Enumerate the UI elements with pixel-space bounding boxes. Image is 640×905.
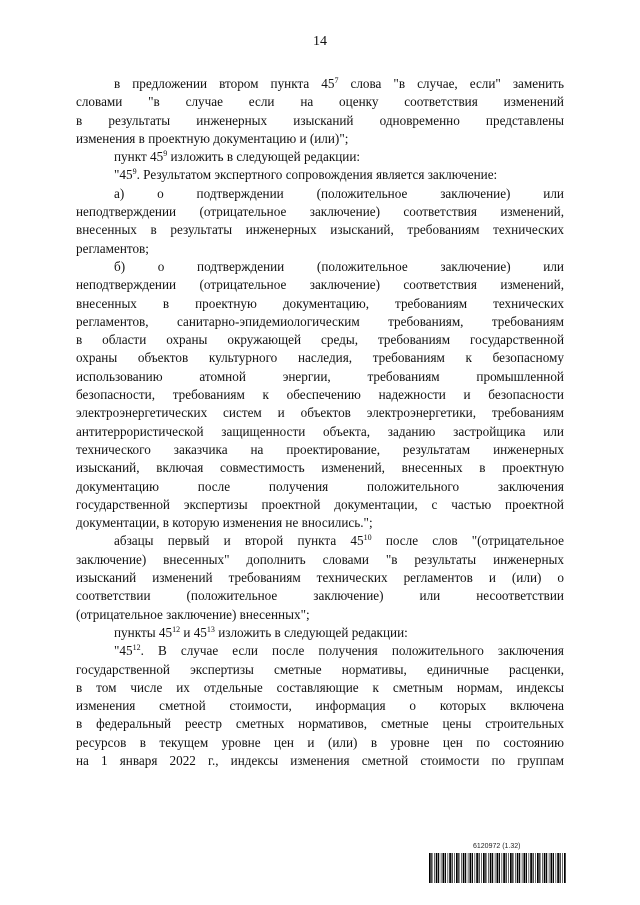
text-line <box>76 459 564 477</box>
barcode-bar <box>502 853 503 883</box>
barcode-bar <box>454 853 455 883</box>
barcode-bar <box>562 853 563 883</box>
text-segment: "45 <box>114 167 133 183</box>
text-line <box>76 240 564 258</box>
text-line <box>76 606 564 624</box>
text-segment: безопасности, требованиям к обеспечению надежности и безопасности <box>76 387 564 403</box>
text-segment: заключение) внесенных" дополнить словами "в результаты инженерных <box>76 551 564 567</box>
barcode-bar <box>470 853 472 883</box>
text-line <box>76 715 564 733</box>
text-line <box>76 478 564 496</box>
barcode-bar <box>499 853 500 883</box>
text-line <box>76 130 564 148</box>
text-line <box>76 697 564 715</box>
text-line <box>76 331 564 349</box>
text-segment: регламентов; <box>76 240 149 256</box>
barcode-bar <box>479 853 480 883</box>
text-line <box>76 93 564 111</box>
text-line <box>76 514 564 532</box>
text-segment: на 1 января 2022 г., индексы изменения сметной стоимости по группам <box>76 752 564 768</box>
barcode-bar <box>560 853 561 883</box>
text-line <box>76 496 564 514</box>
text-segment: изложить в следующей редакции: <box>167 149 361 165</box>
barcode-bar <box>488 853 489 883</box>
text-segment: словами "в случае если на оценку соответствия изменений <box>76 94 564 110</box>
text-segment: электроэнергетических систем и объектов электроэнергетики, требованиям <box>76 405 564 421</box>
barcode-bar <box>529 853 530 883</box>
text-line <box>76 423 564 441</box>
barcode-bar <box>438 853 439 883</box>
text-segment: государственной экспертизы проектной документации, с частью проектной <box>76 496 564 512</box>
text-segment: . Результатом экспертного сопровождения является заключение: <box>136 167 498 183</box>
barcode-bar <box>535 853 536 883</box>
text-segment: а) о подтверждении (положительное заключение) или <box>114 185 564 201</box>
text-line <box>76 75 564 93</box>
document-body <box>76 75 564 770</box>
barcode-bar <box>475 853 476 883</box>
barcode-bar <box>495 853 496 883</box>
barcode-bar <box>476 853 478 883</box>
barcode-bar <box>510 853 512 883</box>
text-segment: внесенных в результаты инженерных изысканий, требованиям технических <box>76 222 564 238</box>
superscript: 9 <box>163 149 168 159</box>
barcode-bar <box>519 853 520 883</box>
barcode-bar <box>544 853 546 883</box>
text-segment: ресурсов в текущем уровне цен и (или) в уровне цен по состоянию <box>76 734 564 750</box>
barcode-bar <box>542 853 543 883</box>
barcode-bar <box>492 853 493 883</box>
barcode-bar <box>449 853 451 883</box>
barcode-bar <box>556 853 557 883</box>
barcode-bar <box>553 853 554 883</box>
text-line <box>76 148 564 166</box>
barcode-bar <box>551 853 553 883</box>
text-segment: государственной экспертизы сметные нормативы, единичные расценки, <box>76 661 564 677</box>
barcode-bar <box>512 853 513 883</box>
barcode-bar <box>546 853 547 883</box>
text-segment: технического заказчика на проектирование, результатам инженерных <box>76 441 564 457</box>
barcode-bar <box>508 853 509 883</box>
text-segment: в предложении втором пункта 45 <box>114 76 335 91</box>
text-segment: и 45 <box>180 624 207 640</box>
barcode-bar <box>483 853 485 883</box>
text-line <box>76 349 564 367</box>
barcode-bar <box>445 853 446 883</box>
text-segment: слова "в случае, если" заменить <box>338 76 564 91</box>
barcode-bar <box>506 853 507 883</box>
text-segment: внесенных в проектную документацию, требованиям технических <box>76 295 564 311</box>
barcode-bar <box>481 853 482 883</box>
text-line <box>76 185 564 203</box>
text-segment: . В случае если после получения положительного заключения <box>140 643 564 659</box>
barcode-bar <box>443 853 445 883</box>
text-line <box>76 551 564 569</box>
text-line <box>76 642 564 660</box>
barcode-code: 6120972 (1.32) <box>473 843 521 850</box>
barcode-bar <box>456 853 458 883</box>
text-segment: использованию атомной энергии, требованиям промышленной <box>76 368 564 384</box>
barcode-bar <box>465 853 466 883</box>
text-line <box>76 276 564 294</box>
barcode-bar <box>461 853 462 883</box>
text-line <box>76 404 564 422</box>
text-line <box>76 679 564 697</box>
barcode-bar <box>452 853 453 883</box>
text-segment: пункты 45 <box>114 624 173 640</box>
text-line <box>76 166 564 184</box>
text-line <box>76 752 564 770</box>
text-segment: в федеральный реестр сметных нормативов, сметные цены строительных <box>76 716 564 732</box>
text-line <box>76 661 564 679</box>
text-segment: "45 <box>114 643 133 659</box>
barcode-bar <box>533 853 534 883</box>
text-line <box>76 258 564 276</box>
barcode-bar <box>436 853 438 883</box>
barcode-bar <box>539 853 540 883</box>
text-segment: изысканий, включая совместимость изменений, внесенных в проектную <box>76 460 564 476</box>
text-segment: б) о подтверждении (положительное заключение) или <box>114 258 564 274</box>
barcode-bar <box>431 853 432 883</box>
text-line <box>76 295 564 313</box>
text-segment: неподтверждении (отрицательное заключение) соответствия изменений, <box>76 204 564 220</box>
superscript: 13 <box>206 624 215 634</box>
barcode-bar <box>526 853 527 883</box>
text-line <box>76 368 564 386</box>
text-line <box>76 734 564 752</box>
text-segment: соответствии (положительное заключение) или несоответствии <box>76 588 564 604</box>
barcode-bar <box>429 853 431 883</box>
text-line <box>76 221 564 239</box>
text-segment: изысканий изменений требованиям технических регламентов и (или) о <box>76 570 564 586</box>
barcode-bar <box>490 853 492 883</box>
text-segment: документации, в которую изменения не вносились."; <box>76 515 373 531</box>
text-segment: антитеррористической защищенности объекта, заданию застройщика или <box>76 423 564 439</box>
text-segment: абзацы первый и второй пункта 45 <box>114 533 364 549</box>
barcode-bar <box>434 853 435 883</box>
barcode-bar <box>549 853 550 883</box>
text-line <box>76 203 564 221</box>
text-segment: (отрицательное заключение) внесенных"; <box>76 606 310 622</box>
barcode-bar <box>503 853 505 883</box>
text-line <box>76 624 564 642</box>
superscript: 9 <box>132 167 137 177</box>
text-segment: документацию после получения положительного заключения <box>76 478 564 494</box>
barcode-bar <box>517 853 519 883</box>
barcode-bar <box>458 853 459 883</box>
text-line <box>76 386 564 404</box>
text-line <box>76 313 564 331</box>
barcode-bar <box>468 853 469 883</box>
text-segment: в результаты инженерных изысканий одновременно представлены <box>76 112 564 128</box>
barcode-bar <box>441 853 442 883</box>
text-line <box>76 532 564 550</box>
barcode-bar <box>524 853 526 883</box>
barcode-bar <box>564 853 566 883</box>
barcode-bar <box>472 853 473 883</box>
text-line <box>76 569 564 587</box>
barcode-image <box>429 853 566 883</box>
text-segment: охраны объектов культурного наследия, требованиям к безопасному <box>76 350 564 366</box>
barcode-block <box>429 843 566 893</box>
text-line <box>76 587 564 605</box>
superscript: 12 <box>132 643 141 653</box>
text-segment: после слов "(отрицательное <box>371 533 564 549</box>
text-segment: в области охраны окружающей среды, требованиям государственной <box>76 332 564 348</box>
barcode-bar <box>448 853 449 883</box>
page-number: 14 <box>313 34 327 49</box>
text-segment: в том числе их отдельные составляющие к сметным нормам, индексы <box>76 679 564 695</box>
text-segment: пункт 45 <box>114 149 164 165</box>
barcode-bar <box>485 853 486 883</box>
superscript: 10 <box>363 533 372 543</box>
text-segment: неподтверждении (отрицательное заключение) соответствия изменений, <box>76 277 564 293</box>
barcode-bar <box>530 853 532 883</box>
barcode-bar <box>463 853 465 883</box>
barcode-bar <box>522 853 523 883</box>
superscript: 12 <box>172 624 181 634</box>
text-line <box>76 112 564 130</box>
barcode-bar <box>557 853 559 883</box>
text-segment: регламентов, санитарно-эпидемиологическим требованиям, требованиям <box>76 313 564 329</box>
barcode-bar <box>497 853 499 883</box>
text-segment: изложить в следующей редакции: <box>214 624 408 640</box>
text-segment: изменения в проектную документацию и (или)"; <box>76 130 349 146</box>
superscript: 7 <box>334 76 339 85</box>
barcode-bar <box>537 853 539 883</box>
text-segment: изменения сметной стоимости, информация о которых включена <box>76 698 564 714</box>
text-line <box>76 441 564 459</box>
barcode-bar <box>515 853 516 883</box>
